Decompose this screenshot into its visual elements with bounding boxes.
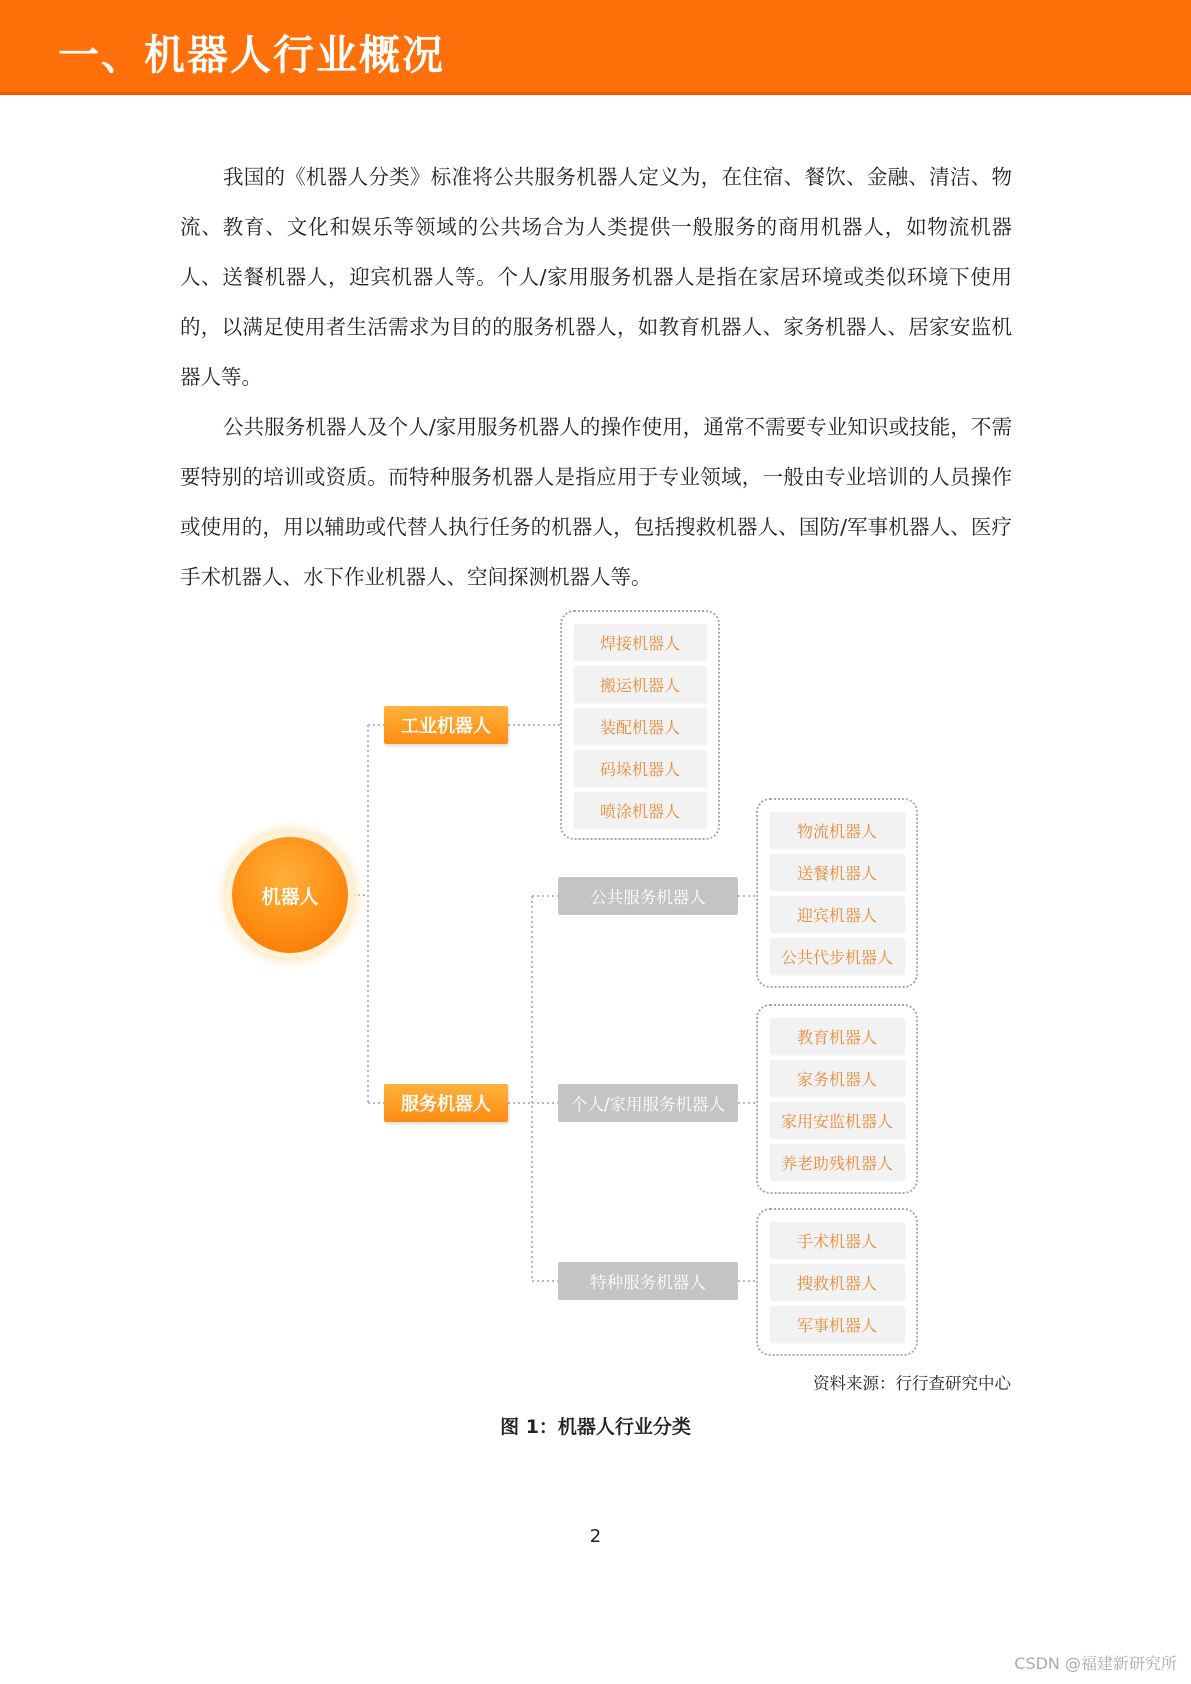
leaf-node: 手术机器人 <box>770 1222 904 1258</box>
leaf-node: 物流机器人 <box>770 812 904 848</box>
leaf-node: 军事机器人 <box>770 1306 904 1342</box>
body-paragraph-1: 我国的《机器人分类》标准将公共服务机器人定义为，在住宿、餐饮、金融、清洁、物流、教育、文化和娱乐等领域的公共场合为人类提供一般服务的商用机器人，如物流机器人、送餐机器人，迎宾机器人等。个人/家用服务机器人是指在家居环境或类似环境下使用的，以满足使用者生活需求为目的的服务机器人，如教育机器人、家务机器人、居家安监机器人等。 <box>180 165 1012 389</box>
leaf-node: 搜救机器人 <box>770 1264 904 1300</box>
service-robot-node: 服务机器人 <box>384 1084 508 1122</box>
body-paragraph-2: 公共服务机器人及个人/家用服务机器人的操作使用，通常不需要专业知识或技能，不需要特别的培训或资质。而特种服务机器人是指应用于专业领域，一般由专业培训的人员操作或使用的，用以辅助或代替人执行任务的机器人，包括搜救机器人、国防/军事机器人、医疗手术机器人、水下作业机器人、空间探测机器人等。 <box>180 415 1012 589</box>
special-service-robot-node: 特种服务机器人 <box>558 1262 738 1300</box>
diagram-root-node: 机器人 <box>232 837 348 953</box>
leaf-node: 码垛机器人 <box>574 750 706 786</box>
leaf-node: 装配机器人 <box>574 708 706 744</box>
page-number: 2 <box>589 1526 602 1547</box>
leaf-node: 焊接机器人 <box>574 624 706 660</box>
leaf-node: 公共代步机器人 <box>770 938 904 974</box>
leaf-node: 家用安监机器人 <box>770 1102 904 1138</box>
leaf-node: 家务机器人 <box>770 1060 904 1096</box>
leaf-node: 教育机器人 <box>770 1018 904 1054</box>
source-note: 资料来源：行行查研究中心 <box>813 1374 1011 1393</box>
figure-caption: 图 1：机器人行业分类 <box>500 1416 691 1438</box>
public-service-robot-node: 公共服务机器人 <box>558 877 738 915</box>
leaf-node: 养老助残机器人 <box>770 1144 904 1180</box>
leaf-node: 搬运机器人 <box>574 666 706 702</box>
leaf-node: 迎宾机器人 <box>770 896 904 932</box>
leaf-node: 送餐机器人 <box>770 854 904 890</box>
section-header <box>0 0 1191 95</box>
leaf-node: 喷涂机器人 <box>574 792 706 828</box>
industrial-robot-node: 工业机器人 <box>384 706 508 744</box>
watermark: CSDN @福建新研究所 <box>1014 1654 1177 1673</box>
personal-service-robot-node: 个人/家用服务机器人 <box>558 1084 738 1122</box>
section-title: 一、机器人行业概况 <box>58 31 445 79</box>
